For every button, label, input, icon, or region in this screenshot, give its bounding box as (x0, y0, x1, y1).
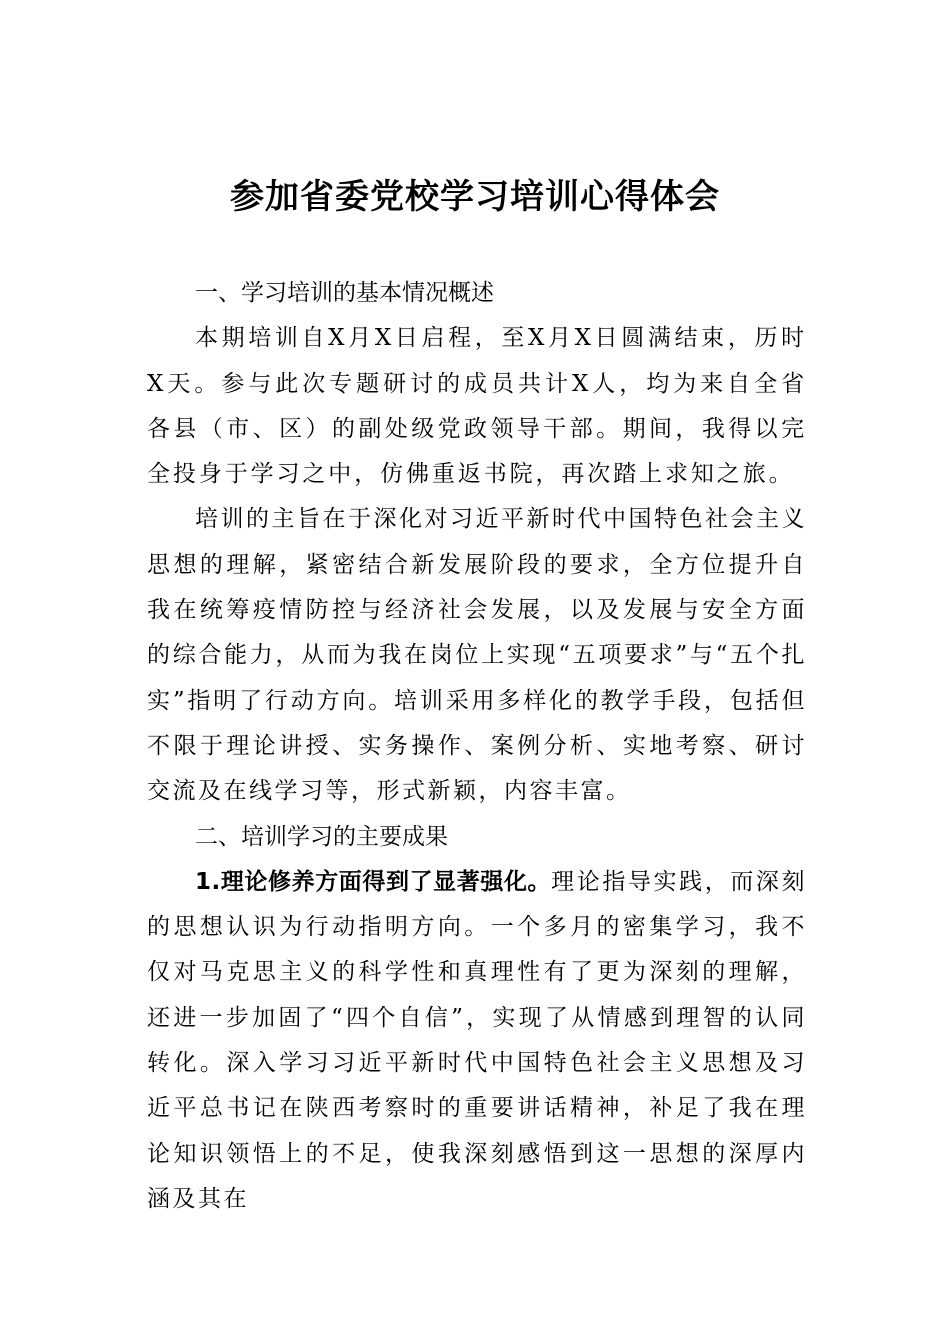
document-body (147, 271, 807, 1222)
section-2-item-1-lead: 1.理论修养方面得到了显著强化。 (195, 868, 552, 895)
section-1-heading: 一、学习培训的基本情况概述 (195, 280, 494, 306)
section-1-paragraph-1: 本期培训自X月X日启程，至X月X日圆满结束，历时X天。参与此次专题研讨的成员共计X人，均为来自全省各县（市、区）的副处级党政领导干部。期间，我得以完全投身于学习之中，仿佛重返书院，再次踏上求知之旅。 (147, 325, 807, 488)
document-title: 参加省委党校学习培训心得体会 (230, 177, 720, 217)
section-2-item-1 (147, 860, 807, 1222)
section-2-heading: 二、培训学习的主要成果 (195, 823, 448, 850)
section-1-paragraph-2: 培训的主旨在于深化对习近平新时代中国特色社会主义思想的理解，紧密结合新发展阶段的要求，全方位提升自我在统筹疫情防控与经济社会发展，以及发展与安全方面的综合能力，从而为我在岗位上实现“五项要求”与“五个扎实”指明了行动方向。培训采用多样化的教学手段，包括但不限于理论讲授、实务操作、案例分析、实地考察、研讨交流及在线学习等，形式新颖，内容丰富。 (147, 506, 807, 805)
section-2-item-1-text: 理论指导实践，而深刻的思想认识为行动指明方向。一个多月的密集学习，我不仅对马克思主义的科学性和真理性有了更为深刻的理解，还进一步加固了“四个自信”，实现了从情感到理智的认同转化。深入学习习近平新时代中国特色社会主义思想及习近平总书记在陕西考察时的重要讲话精神，补足了我在理论知识领悟上的不足，使我深刻感悟到这一思想的深厚内涵及其在 (147, 868, 807, 1212)
